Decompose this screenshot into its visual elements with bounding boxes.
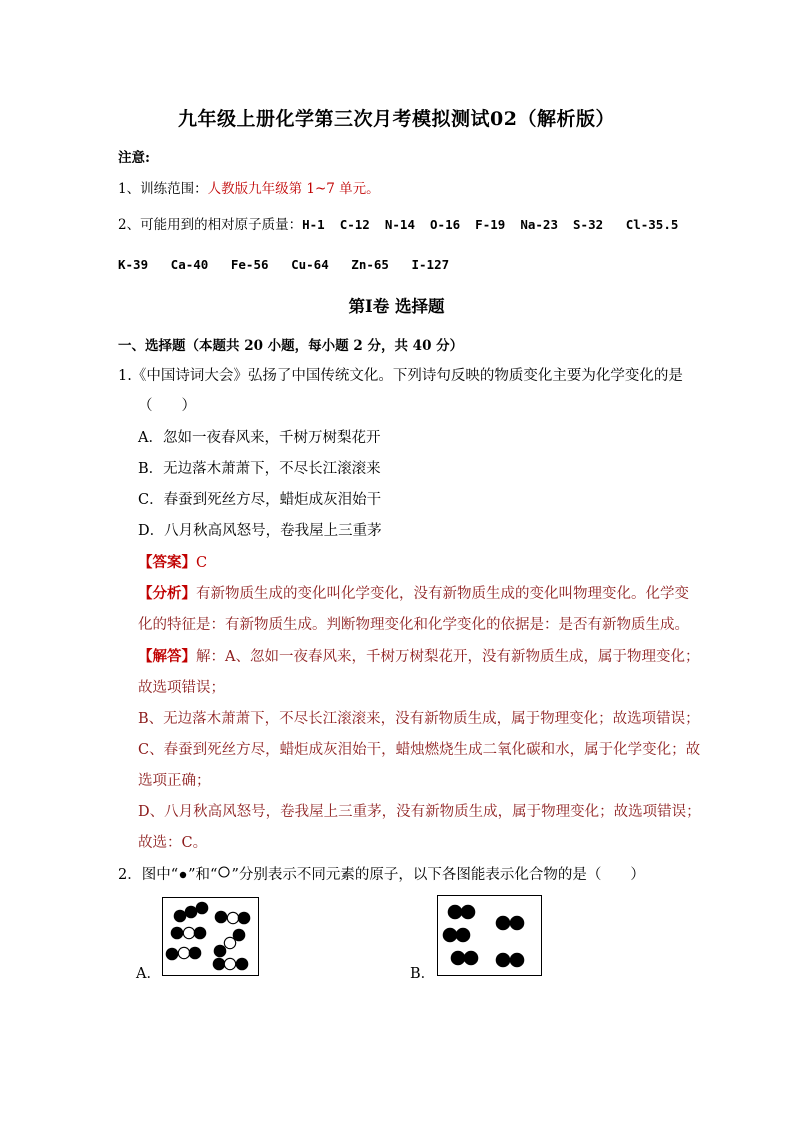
molecule-4: [214, 929, 246, 958]
q1-solution-line-6: D、八月秋高风怒号，卷我屋上三重茅，没有新物质生成，属于物理变化；故选项错误；: [138, 804, 701, 820]
q2-stem-part-2: ”和“: [188, 867, 218, 883]
notice-item-1-text: 人教版九年级第 1~7 单元。: [207, 181, 380, 197]
molecule-3: [171, 927, 207, 940]
q2-option-b-diagram: [437, 895, 542, 976]
q1-option-d: D．八月秋高风怒号，卷我屋上三重茅: [138, 523, 382, 539]
page-title: 九年级上册化学第三次月考模拟测试02（解析版）: [178, 108, 615, 130]
q1-option-b: B．无边落木萧萧下，不尽长江滚滚来: [138, 461, 381, 477]
hollow-atom-icon: [217, 866, 231, 880]
filled-atom-icon: [178, 867, 188, 881]
q2-stem-part-3: ”分别表示不同元素的原子，以下各图能表示化合物的是（ ）: [231, 867, 645, 883]
solution-label: 【解答】: [138, 648, 196, 665]
notice-label: 注意:: [118, 150, 150, 166]
q1-option-a: A．忽如一夜春风来，千树万树梨花开: [138, 430, 381, 446]
notice-item-2-prefix: 2、可能用到的相对原子质量：: [118, 217, 303, 233]
q1-blank: （ ）: [138, 398, 196, 414]
q2-option-b-label: B．: [410, 966, 436, 982]
option-b-molecules: [438, 896, 541, 975]
molecule-b1: [448, 905, 476, 920]
q1-analysis-line-1: [138, 582, 689, 603]
molecule-b4: [451, 951, 479, 966]
atomic-masses-line-1: H-1 C-12 N-14 O-16 F-19 Na-23 S-32 Cl-35.5: [302, 217, 679, 232]
part-heading: 一、选择题（本题共 20 小题，每小题 2 分，共 40 分）: [118, 338, 464, 354]
q1-solution-line-1: [138, 645, 699, 666]
q1-answer: [138, 551, 207, 572]
q1-solution-line-7: 故选：C。: [138, 835, 208, 851]
q1-option-c: C．春蚕到死丝方尽，蜡炬成灰泪始干: [138, 492, 382, 508]
q2-option-a-diagram: [162, 897, 259, 976]
q1-solution-line-4: C、春蚕到死丝方尽，蜡炬成灰泪始干，蜡烛燃烧生成二氧化碳和水，属于化学变化；故: [138, 742, 701, 758]
section-title: 第Ⅰ卷 选择题: [348, 297, 445, 316]
notice-item-2: [118, 213, 678, 233]
answer-label: 【答案】: [138, 554, 196, 571]
q1-analysis-line-2: 化的特征是：有新物质生成。判断物理变化和化学变化的依据是：是否有新物质生成。: [138, 617, 689, 633]
q1-solution-line-2: 故选项错误；: [138, 680, 225, 696]
q2-stem: [118, 863, 645, 884]
notice-item-1: [118, 177, 380, 197]
option-a-molecules: [163, 898, 258, 975]
atomic-masses-line-2: K-39 Ca-40 Fe-56 Cu-64 Zn-65 I-127: [118, 257, 450, 272]
analysis-label: 【分析】: [138, 585, 196, 602]
molecule-b2: [443, 928, 471, 943]
answer-value: C: [196, 555, 208, 571]
q2-stem-part-1: 2．图中“: [118, 867, 179, 883]
notice-item-1-prefix: 1、训练范围：: [118, 181, 208, 197]
molecule-2: [215, 911, 251, 925]
analysis-text-1: 有新物质生成的变化叫化学变化，没有新物质生成的变化叫物理变化。化学变: [196, 586, 689, 602]
molecule-5: [166, 947, 202, 961]
solution-text-1: 解：A、忽如一夜春风来，千树万树梨花开，没有新物质生成，属于物理变化；: [196, 649, 700, 665]
molecule-1: [174, 902, 209, 923]
q2-option-a-label: A．: [136, 966, 161, 982]
molecule-b5: [496, 953, 525, 968]
q1-stem: 1.《中国诗词大会》弘扬了中国传统文化。下列诗句反映的物质变化主要为化学变化的是: [118, 368, 683, 384]
molecule-b3: [496, 916, 525, 931]
molecule-6: [213, 958, 249, 971]
q1-solution-line-5: 选项正确；: [138, 773, 211, 789]
q1-solution-line-3: B、无边落木萧萧下，不尽长江滚滚来，没有新物质生成，属于物理变化；故选项错误；: [138, 711, 700, 727]
